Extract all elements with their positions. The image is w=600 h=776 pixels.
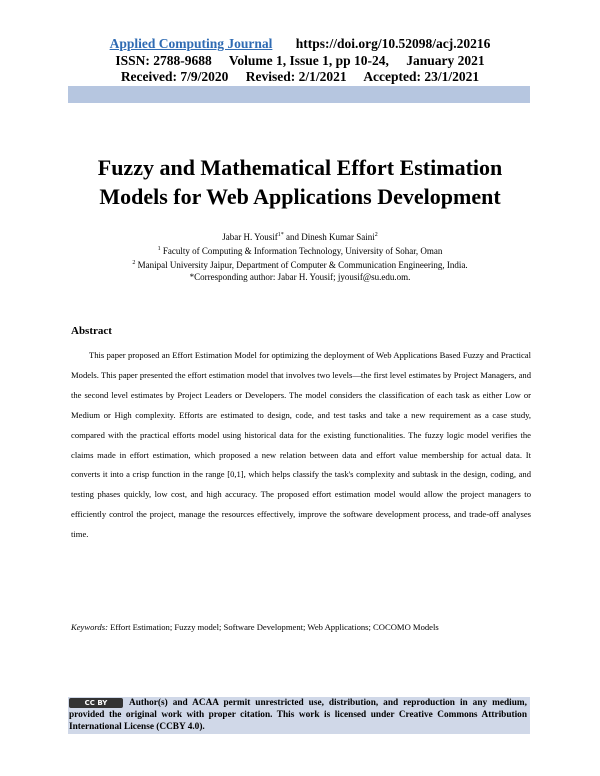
affiliation-2 [0,257,600,271]
doi-text: https://doi.org/10.52098/acj.20216 [295,36,491,51]
dates-line [0,69,600,85]
issn-text: ISSN: 2788-9688 [115,53,212,68]
aff-1-sup: 1 [157,246,161,252]
received-text: Received: 7/9/2020 [120,69,229,84]
abstract-body [71,346,531,545]
issn-line [0,53,600,69]
header-band [68,86,530,103]
aff-2-sup: 2 [132,260,136,266]
author-block [0,229,600,283]
revised-text: Revised: 2/1/2021 [245,69,347,84]
author-1: Jabar H. Yousif [222,232,278,242]
keywords-line: Keywords: Effort Estimation; Fuzzy model; Software Development; Web Applications; COCOMO Models [71,622,439,632]
abstract-text: This paper proposed an Effort Estimation Model for optimizing the deployment of Web Applications Based Fuzzy and Practical Models. This paper presented the effort estimation model that involves two levels—the first level estimates by Project Managers, and the second level estimates by Project Leaders or Developers. The model considers the classification of each task as either Low or Medium or High complexity. Efforts are estimated to design, code, and test tasks and take a new requirement as a case study, compared with the practical efforts model using historical data for the existing functionalities. The fuzzy logic model verifies the claims made in effort estimation, which proposed a new relation between data and effort value membership for actual data. It converts it into a crisp function in the range [0,1], which helps classify the task's complexity and subtask in the design, coding, and testing phases quickly, low cost, and high accuracy. The proposed effort estimation model would allow the project managers to efficiently control the project, manage the resources effectively, improve the software development process, and trade-off analyses time. [71,350,531,540]
keywords-text: Effort Estimation; Fuzzy model; Software Development; Web Applications; COCOMO Models [110,622,439,632]
date-text: January 2021 [406,53,485,68]
title-line-1: Fuzzy and Mathematical Effort Estimation [97,155,503,180]
aff-1-text: Faculty of Computing & Information Technology, University of Sohar, Oman [162,246,443,256]
license-text: Author(s) and ACAA permit unrestricted use, distribution, and reproduction in any medium, provided the original work with proper citation. This work is licensed under Creative Commons Attribution International License (CCBY 4.0). [69,698,527,732]
corresponding-author: *Corresponding author: Jabar H. Yousif; jyousif@su.edu.om. [189,272,411,282]
paper-title [40,153,560,211]
author-2: Dinesh Kumar Saini [301,232,375,242]
affiliation-1 [0,243,600,257]
aff-2-text: Manipal University Jaipur, Department of Computer & Communication Engineering, India. [137,260,468,270]
license-text-block [69,697,527,733]
license-box [68,697,530,734]
title-line-2: Models for Web Applications Development [99,184,501,209]
volume-text: Volume 1, Issue 1, pp 10-24, [228,53,389,68]
journal-link[interactable]: Applied Computing Journal [109,36,273,51]
author-1-sup: 1* [277,232,284,238]
accepted-text: Accepted: 23/1/2021 [363,69,480,84]
author-names [0,229,600,243]
author-and: and [283,232,302,242]
abstract-heading: Abstract [71,325,112,337]
journal-header-line [0,36,600,52]
keywords-label: Keywords [71,622,106,632]
author-2-sup: 2 [374,232,378,238]
cc-by-icon[interactable]: CC BY [69,698,123,708]
